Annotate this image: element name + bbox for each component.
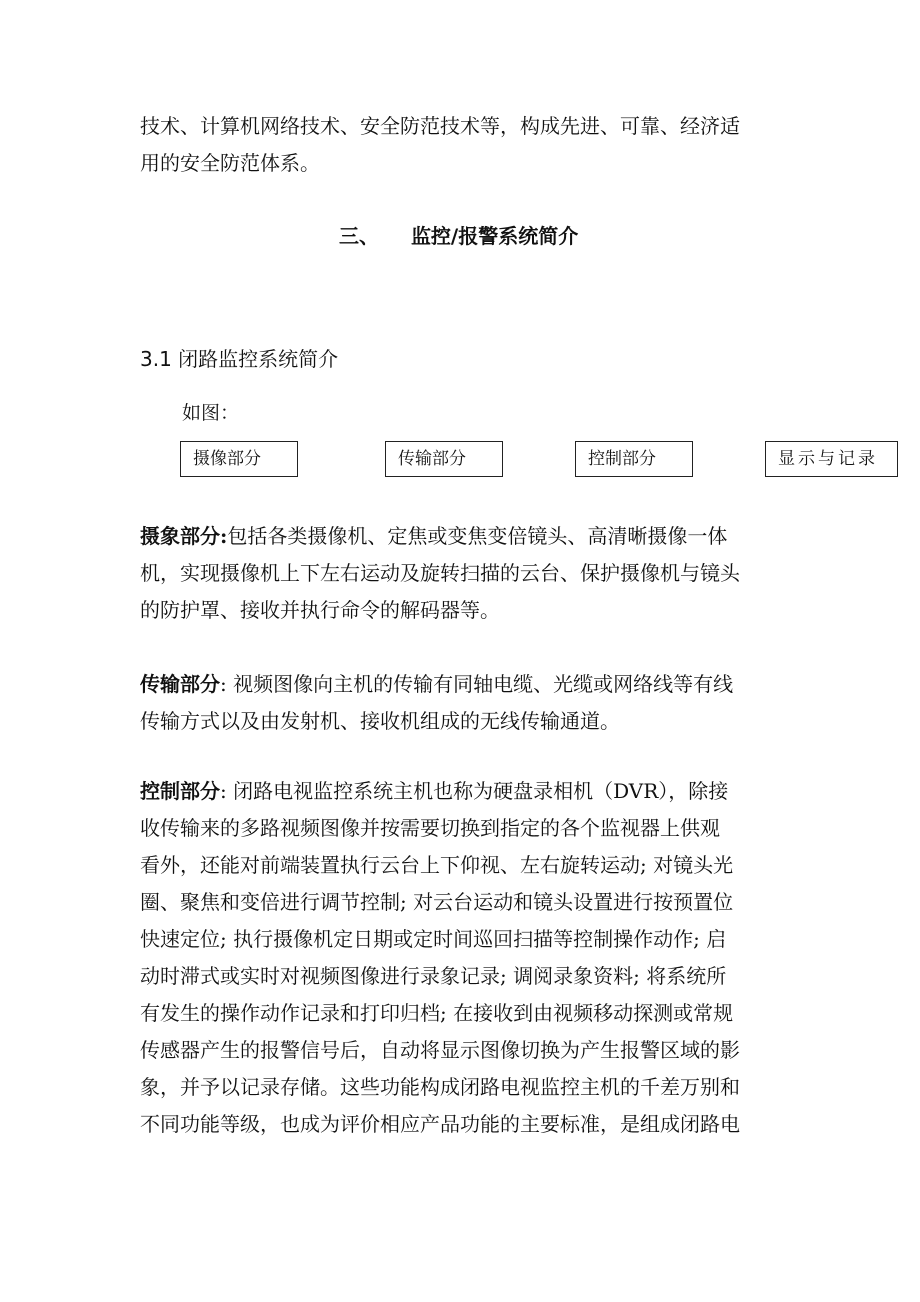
paragraph-line: 看外，还能对前端装置执行云台上下仰视、左右旋转运动; 对镜头光 xyxy=(140,853,734,877)
paragraph-line: 圈、聚焦和变倍进行调节控制; 对云台运动和镜头设置进行按预置位 xyxy=(140,890,734,914)
paragraph-line: 有发生的操作动作记录和打印归档; 在接收到由视频移动探测或常规 xyxy=(140,1001,734,1025)
intro-line-2: 用的安全防范体系。 xyxy=(140,151,320,175)
paragraph-control xyxy=(140,773,790,1143)
diagram-box-display-record: 显示与记录 xyxy=(765,441,898,477)
paragraph-transmission xyxy=(140,666,790,740)
paragraph-camera xyxy=(140,518,790,629)
intro-paragraph xyxy=(140,108,790,182)
paragraph-line: 传感器产生的报警信号后，自动将显示图像切换为产生报警区域的影 xyxy=(140,1038,740,1062)
diagram-box-transmission: 传输部分 xyxy=(385,441,503,477)
figure-caption: 如图： xyxy=(182,402,240,424)
subsection-title: 3.1 闭路监控系统简介 xyxy=(140,347,339,371)
paragraph-line: 快速定位; 执行摄像机定日期或定时间巡回扫描等控制操作动作; 启 xyxy=(140,927,727,951)
paragraph-lead: 传输部分 xyxy=(140,672,220,696)
paragraph-line: 机，实现摄像机上下左右运动及旋转扫描的云台、保护摄像机与镜头 xyxy=(140,561,740,585)
section-heading xyxy=(339,221,578,251)
diagram-box-camera: 摄像部分 xyxy=(180,441,298,477)
paragraph-line xyxy=(140,518,790,555)
section-number: 三、 xyxy=(339,224,379,248)
paragraph-text: : 视频图像向主机的传输有同轴电缆、光缆或网络线等有线 xyxy=(220,672,734,696)
paragraph-lead: 控制部分 xyxy=(140,779,220,803)
paragraph-line: 传输方式以及由发射机、接收机组成的无线传输通道。 xyxy=(140,709,620,733)
section-title: 监控/报警系统简介 xyxy=(410,224,579,248)
paragraph-line: 收传输来的多路视频图像并按需要切换到指定的各个监视器上供观 xyxy=(140,816,720,840)
paragraph-line xyxy=(140,666,790,703)
paragraph-text: 包括各类摄像机、定焦或变焦变倍镜头、高清晰摄像一体 xyxy=(227,524,728,548)
paragraph-text: : 闭路电视监控系统主机也称为硬盘录相机（DVR），除接 xyxy=(220,779,729,803)
paragraph-line: 的防护罩、接收并执行命令的解码器等。 xyxy=(140,598,500,622)
paragraph-line: 象，并予以记录存储。这些功能构成闭路电视监控主机的千差万别和 xyxy=(140,1075,740,1099)
diagram-box-control: 控制部分 xyxy=(575,441,693,477)
intro-line-1: 技术、计算机网络技术、安全防范技术等，构成先进、可靠、经济适 xyxy=(140,114,740,138)
paragraph-lead: 摄象部分: xyxy=(140,524,228,548)
paragraph-line: 不同功能等级，也成为评价相应产品功能的主要标准，是组成闭路电 xyxy=(140,1112,740,1136)
paragraph-line: 动时滞式或实时对视频图像进行录象记录; 调阅录象资料; 将系统所 xyxy=(140,964,727,988)
paragraph-line xyxy=(140,773,790,810)
